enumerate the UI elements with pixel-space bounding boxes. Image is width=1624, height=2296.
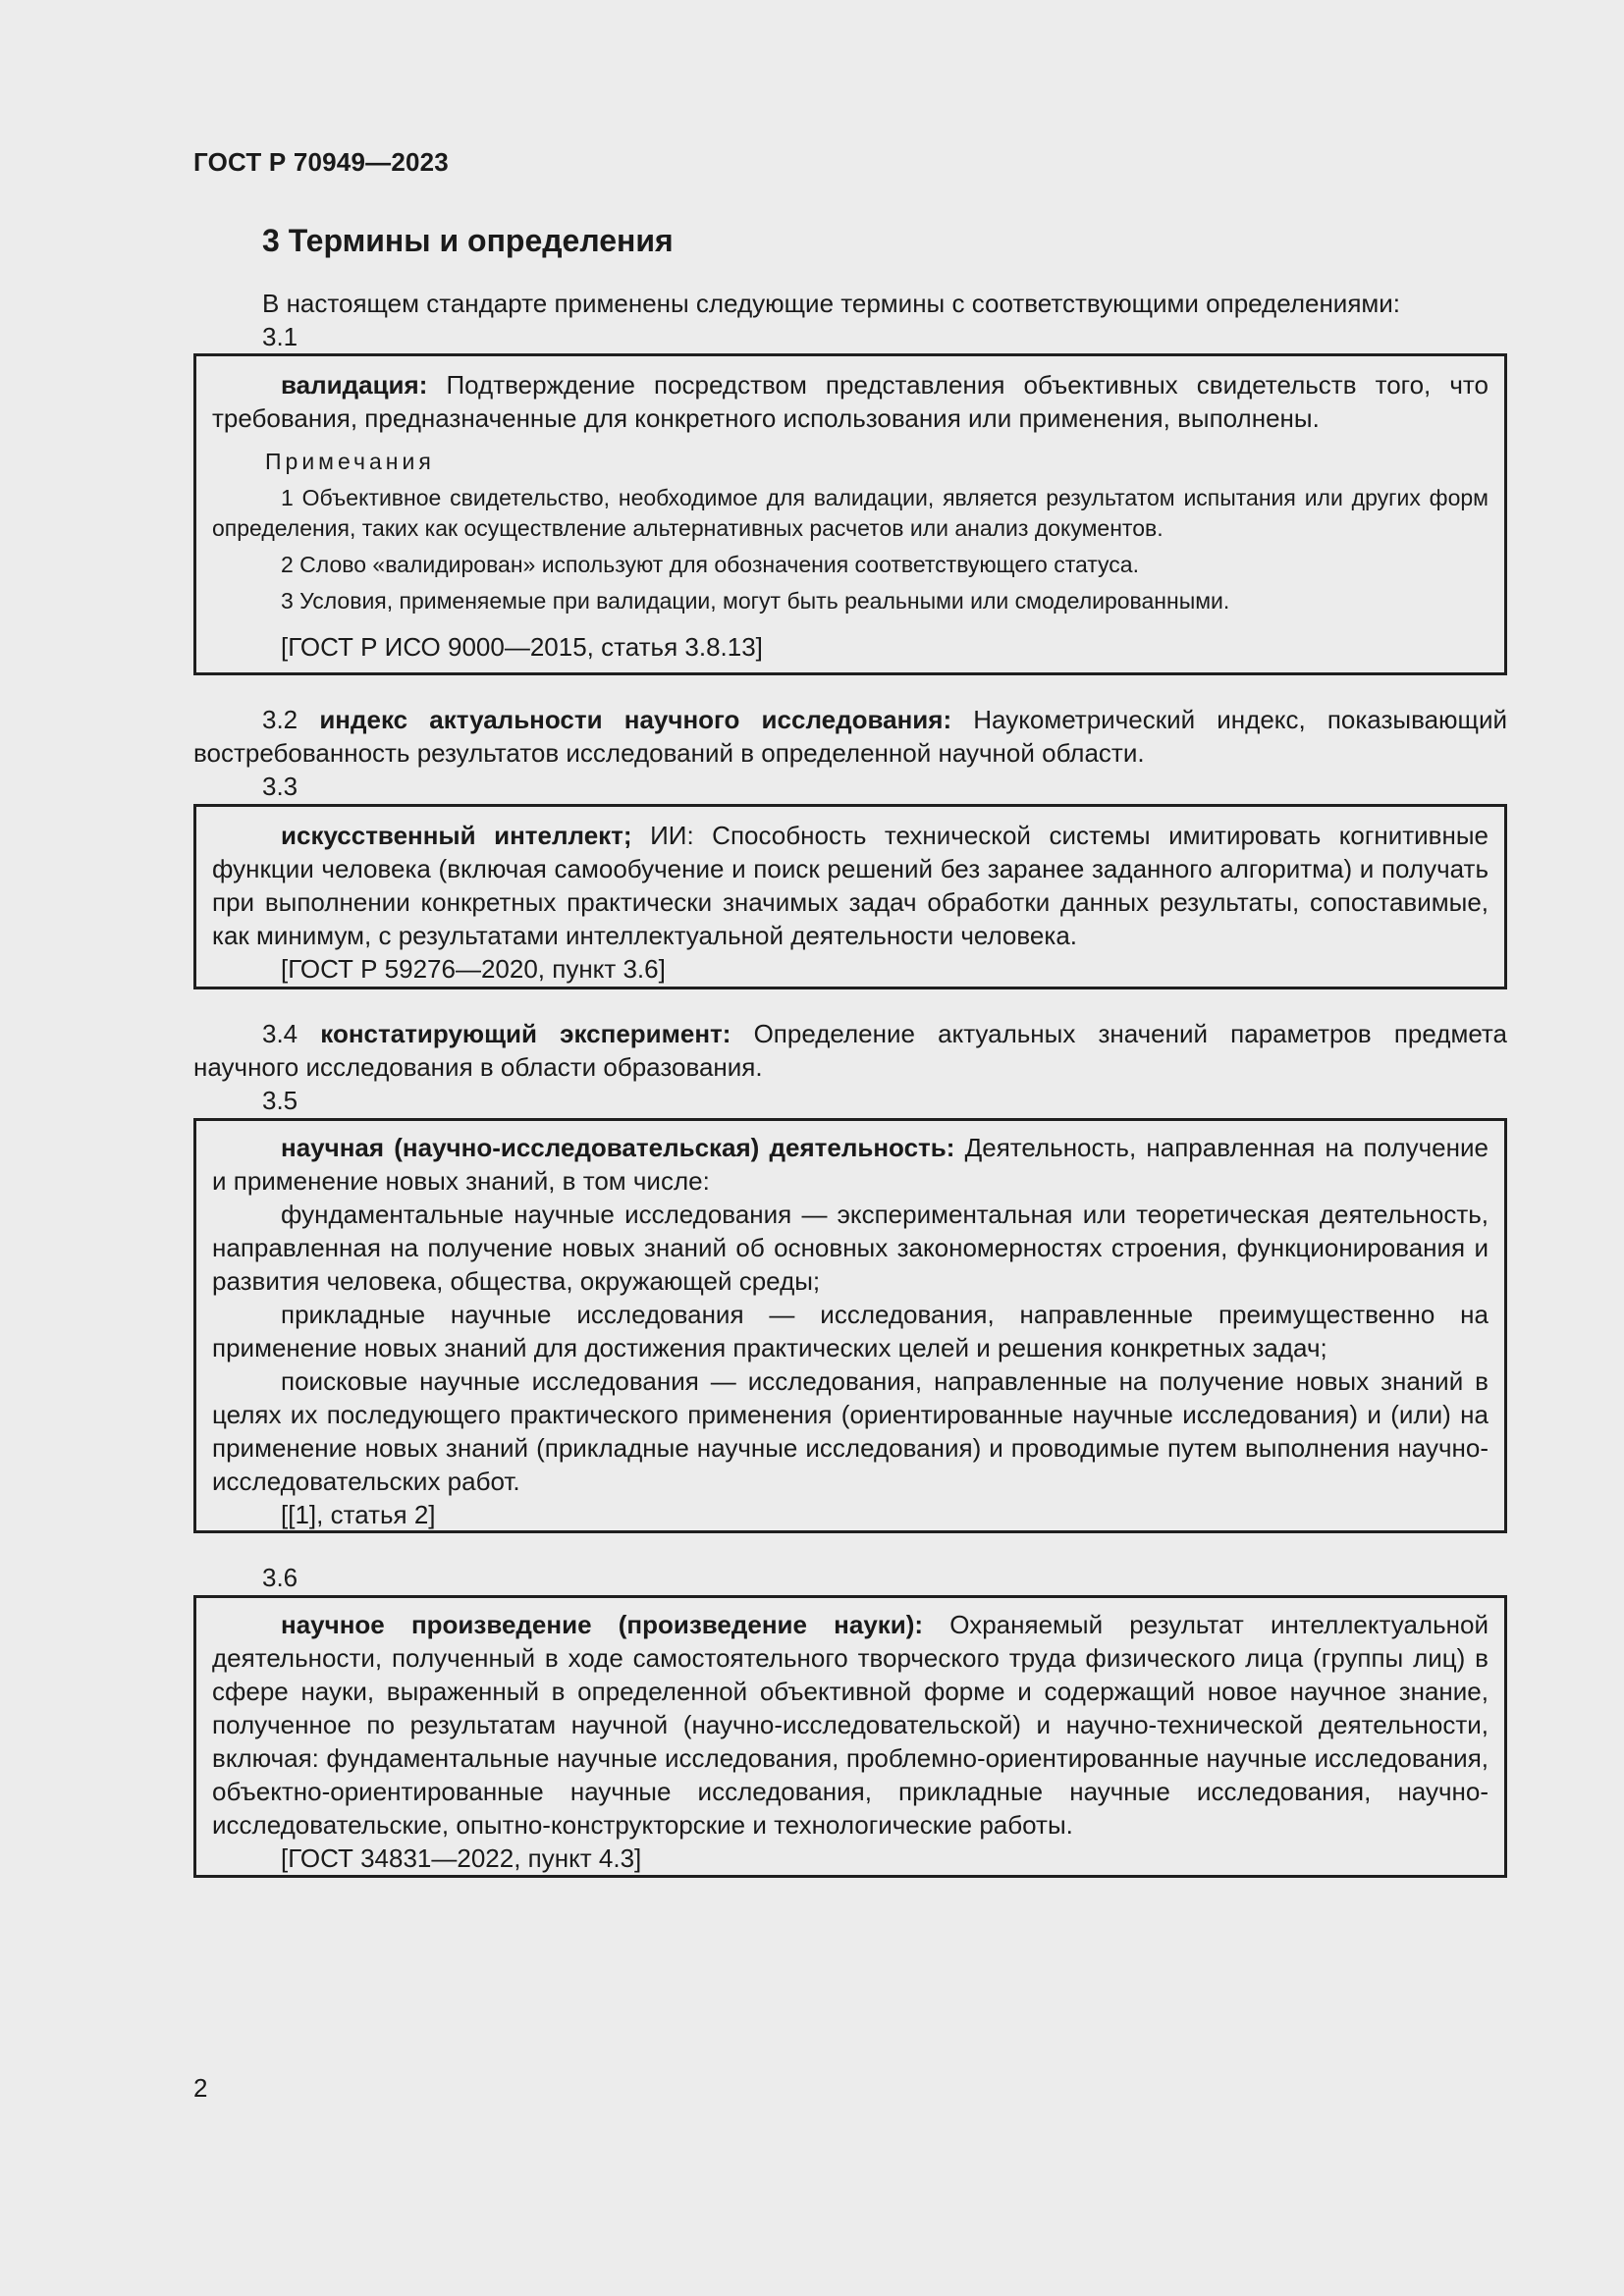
term-definition: Наукометрический индекс, показывающий востребованность результатов исследований в определенной научной области. xyxy=(193,705,1507,768)
term-number-3-1: 3.1 xyxy=(262,322,298,351)
term-definition: Охраняемый результат интеллектуальной деятельности, полученный в ходе самостоятельного творческого труда физического лица (группы лиц) в сфере науки, выраженный в определенной объективной форме и содержащий новое научное знание, полученное по результатам научной (научно-исследовательской) и научно-технической деятельности, включая: фундаментальные научные исследования, проблемно-ориентированные научные исследования, объектно-ориентированные научные исследования, прикладные научные исследования, научно-исследовательские, опытно-конструкторские и технологические работы. xyxy=(212,1610,1489,1840)
term-name: научная (научно-исследовательская) деятельность: xyxy=(281,1133,955,1162)
term-source: [ГОСТ Р ИСО 9000—2015, статья 3.8.13] xyxy=(281,632,763,662)
term-definition: Подтверждение посредством представления объективных свидетельств того, что требования, предназначенные для конкретного использования или применения, выполнены. xyxy=(212,370,1489,433)
term-name: искусственный интеллект; xyxy=(281,821,632,850)
note-item: 2 Слово «валидирован» используют для обозначения соответствующего статуса. xyxy=(281,552,1139,577)
term-definition: Определение актуальных значений параметров предмета научного исследования в области образования. xyxy=(193,1019,1507,1082)
term-3-4 xyxy=(193,1017,1507,1084)
term-box-3-1 xyxy=(193,353,1507,675)
intro-text: В настоящем стандарте применены следующие термины с соответствующими определениями: xyxy=(262,289,1401,318)
term-box-3-3 xyxy=(193,804,1507,989)
term-source: [[1], статья 2] xyxy=(281,1500,436,1529)
term-definition-3-6 xyxy=(212,1608,1489,1842)
term-box-3-6 xyxy=(193,1595,1507,1878)
term-number-3-5: 3.5 xyxy=(262,1086,298,1115)
term-definition: ИИ: Способность технической системы имитировать когнитивные функции человека (включая самообучение и поиск решений без заранее заданного алгоритма) и получать при выполнении конкретных практически значимых задач обработки данных результаты, сопоставимые, как минимум, с результатами интеллектуальной деятельности человека. xyxy=(212,821,1489,950)
page-number: 2 xyxy=(193,2073,208,2103)
term-definition: Деятельность, направленная на получение и применение новых знаний, в том числе: xyxy=(212,1133,1489,1196)
term-number: 3.4 xyxy=(262,1019,298,1048)
term-name: валидация: xyxy=(281,370,428,400)
definition-item: поисковые научные исследования — исследования, направленные на получение новых знаний в целях их последующего практического применения (ориентированные научные исследования) и (или) на применение новых знаний (прикладные научные исследования) и проводимые путем выполнения научно-исследовательских работ. xyxy=(212,1366,1489,1496)
term-definition-3-5 xyxy=(212,1131,1489,1198)
document-code: ГОСТ Р 70949—2023 xyxy=(193,147,449,177)
note-item: 3 Условия, применяемые при валидации, могут быть реальными или смоделированными. xyxy=(281,588,1230,614)
term-source: [ГОСТ Р 59276—2020, пункт 3.6] xyxy=(281,954,666,984)
term-number-3-3: 3.3 xyxy=(262,772,298,801)
term-definition-3-1 xyxy=(212,368,1489,435)
term-name: констатирующий эксперимент: xyxy=(320,1019,731,1048)
term-definition-3-3 xyxy=(212,819,1489,952)
term-name: индекс актуальности научного исследования: xyxy=(319,705,952,734)
note-item: 1 Объективное свидетельство, необходимое для валидации, является результатом испытания или других форм определения, таких как осуществление альтернативных расчетов или анализ документов. xyxy=(212,485,1489,541)
section-title: 3 Термины и определения xyxy=(262,223,674,258)
term-number-3-6: 3.6 xyxy=(262,1563,298,1592)
definition-item: прикладные научные исследования — исследования, направленные преимущественно на применение новых знаний для достижения практических целей и решения конкретных задач; xyxy=(212,1300,1489,1362)
definition-item: фундаментальные научные исследования — экспериментальная или теоретическая деятельность, направленная на получение новых знаний об основных закономерностях строения, функционирования и развития человека, общества, окружающей среды; xyxy=(212,1200,1489,1296)
term-source: [ГОСТ 34831—2022, пункт 4.3] xyxy=(281,1843,642,1873)
notes-heading: Примечания xyxy=(265,449,435,474)
term-name: научное произведение (произведение науки): xyxy=(281,1610,924,1639)
term-3-2 xyxy=(193,703,1507,770)
term-number: 3.2 xyxy=(262,705,298,734)
term-box-3-5 xyxy=(193,1118,1507,1533)
